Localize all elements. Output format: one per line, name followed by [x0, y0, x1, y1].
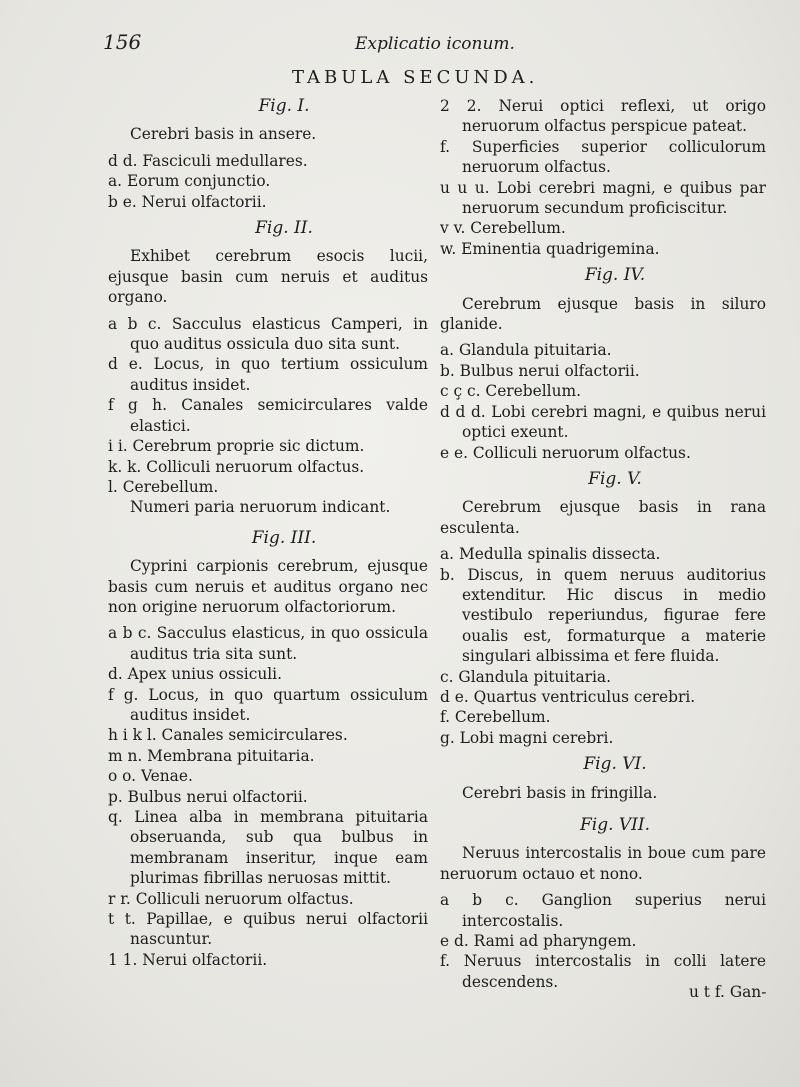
legend-item: a. Eorum conjunctio.	[108, 172, 271, 191]
legend-item: d d. Fasciculi medullares.	[108, 151, 308, 170]
legend-item: 2 2. Nerui optici reflexi, ut origo neruorum olfactus perspicue pateat.	[440, 97, 766, 136]
legend-item: l. Cerebellum.	[108, 477, 219, 496]
legend-item: g. Lobi magni cerebri.	[440, 728, 614, 747]
legend-item: a b c. Sacculus elasticus, in quo ossicula auditus tria sita sunt.	[108, 624, 428, 663]
legend-item: e e. Colliculi neruorum olfactus.	[440, 443, 691, 462]
legend-item: w. Eminentia quadrigemina.	[440, 239, 660, 258]
running-title: Explicatio iconum.	[355, 34, 515, 54]
legend-item: t t. Papillae, e quibus nerui olfactorii nascuntur.	[108, 910, 428, 949]
legend-item: m n. Membrana pituitaria.	[108, 746, 315, 765]
legend-item: f. Superficies superior colliculorum neruorum olfactus.	[440, 137, 766, 177]
legend-item: f. Cerebellum.	[440, 708, 551, 727]
legend-item: i i. Cerebrum proprie sic dictum.	[108, 437, 365, 456]
legend-item: h i k l. Canales semicirculares.	[108, 726, 348, 745]
fig-6-title: Fig. VI.	[583, 754, 647, 775]
catchword: u t f. Gan-	[689, 983, 767, 1001]
legend-item: a b c. Ganglion superius nerui intercostalis.	[440, 891, 766, 930]
fig-2-title: Fig. II.	[255, 218, 313, 239]
legend-item: b. Bulbus nerui olfactorii.	[440, 361, 640, 380]
legend-item: d. Apex unius ossiculi.	[108, 665, 282, 684]
fig-3-title: Fig. III.	[251, 527, 317, 548]
fig-5-title: Fig. V.	[588, 468, 642, 489]
legend-item: p. Bulbus nerui olfactorii.	[108, 787, 308, 806]
legend-item: a. Medulla spinalis dissecta.	[440, 545, 661, 564]
legend-item: d d d. Lobi cerebri magni, e quibus nerui optici exeunt.	[440, 402, 766, 442]
legend-item: f g h. Canales semicirculares valde elastici.	[108, 396, 428, 435]
legend-item: f g. Locus, in quo quartum ossiculum auditus insidet.	[108, 685, 428, 724]
legend-item: b. Discus, in quem neruus auditorius extenditur. Hic discus in medio vestibulo reperiundus, figurae fere oualis est, formaturque a materie singulari albissima et fere fluida.	[440, 565, 766, 666]
legend-item: d e. Quartus ventriculus cerebri.	[440, 687, 696, 706]
fig-1-title: Fig. I.	[258, 96, 310, 116]
right-column	[440, 96, 766, 992]
legend-item: v v. Cerebellum.	[440, 219, 566, 238]
legend-item: u u u. Lobi cerebri magni, e quibus par neruorum secundum proficiscitur.	[440, 178, 766, 218]
left-column	[108, 96, 428, 970]
page-number: 156	[103, 30, 142, 54]
legend-item: a b c. Sacculus elasticus Camperi, in quo auditus ossicula duo sita sunt.	[108, 314, 428, 354]
legend-item: a. Glandula pituitaria.	[440, 341, 612, 360]
legend-item: k. k. Colliculi neruorum olfactus.	[108, 457, 365, 476]
legend-item: c. Glandula pituitaria.	[440, 667, 611, 686]
legend-item: c ç c. Cerebellum.	[440, 382, 581, 401]
legend-item: d e. Locus, in quo tertium ossiculum auditus insidet.	[108, 355, 428, 394]
fig-4-title: Fig. IV.	[584, 265, 646, 286]
fig-6-caption: Cerebri basis in fringilla.	[462, 783, 658, 802]
fig-2-note: Numeri paria neruorum indicant.	[130, 498, 391, 517]
fig-1-caption: Cerebri basis in ansere.	[130, 125, 317, 144]
legend-item: f. Neruus intercostalis in colli latere descendens.	[440, 952, 766, 991]
legend-item: e d. Rami ad pharyngem.	[440, 932, 637, 951]
fig-7-title: Fig. VII.	[579, 815, 651, 835]
section-title: TABULA SECUNDA.	[292, 67, 539, 88]
legend-item: b e. Nerui olfactorii.	[108, 192, 267, 211]
fig-4-caption: Cerebrum ejusque basis in siluro glanide.	[440, 294, 766, 334]
fig-7-caption: Neruus intercostalis in boue cum pare neruorum octauo et nono.	[440, 844, 766, 883]
legend-item: r r. Colliculi neruorum olfactus.	[108, 889, 354, 908]
fig-3-caption: Cyprini carpionis cerebrum, ejusque basis cum neruis et auditus organo nec non origine neruorum olfactoriorum.	[108, 557, 428, 616]
fig-2-caption: Exhibet cerebrum esocis lucii, ejusque basin cum neruis et auditus organo.	[108, 247, 428, 307]
fig-5-caption: Cerebrum ejusque basis in rana esculenta.	[440, 498, 766, 537]
legend-item: q. Linea alba in membrana pituitaria obseruanda, sub qua bulbus in membranam inseritur, inque eam plurimas fibrillas neruosas mittit.	[108, 808, 428, 888]
legend-item: o o. Venae.	[108, 767, 193, 786]
legend-item: 1 1. Nerui olfactorii.	[108, 950, 268, 969]
